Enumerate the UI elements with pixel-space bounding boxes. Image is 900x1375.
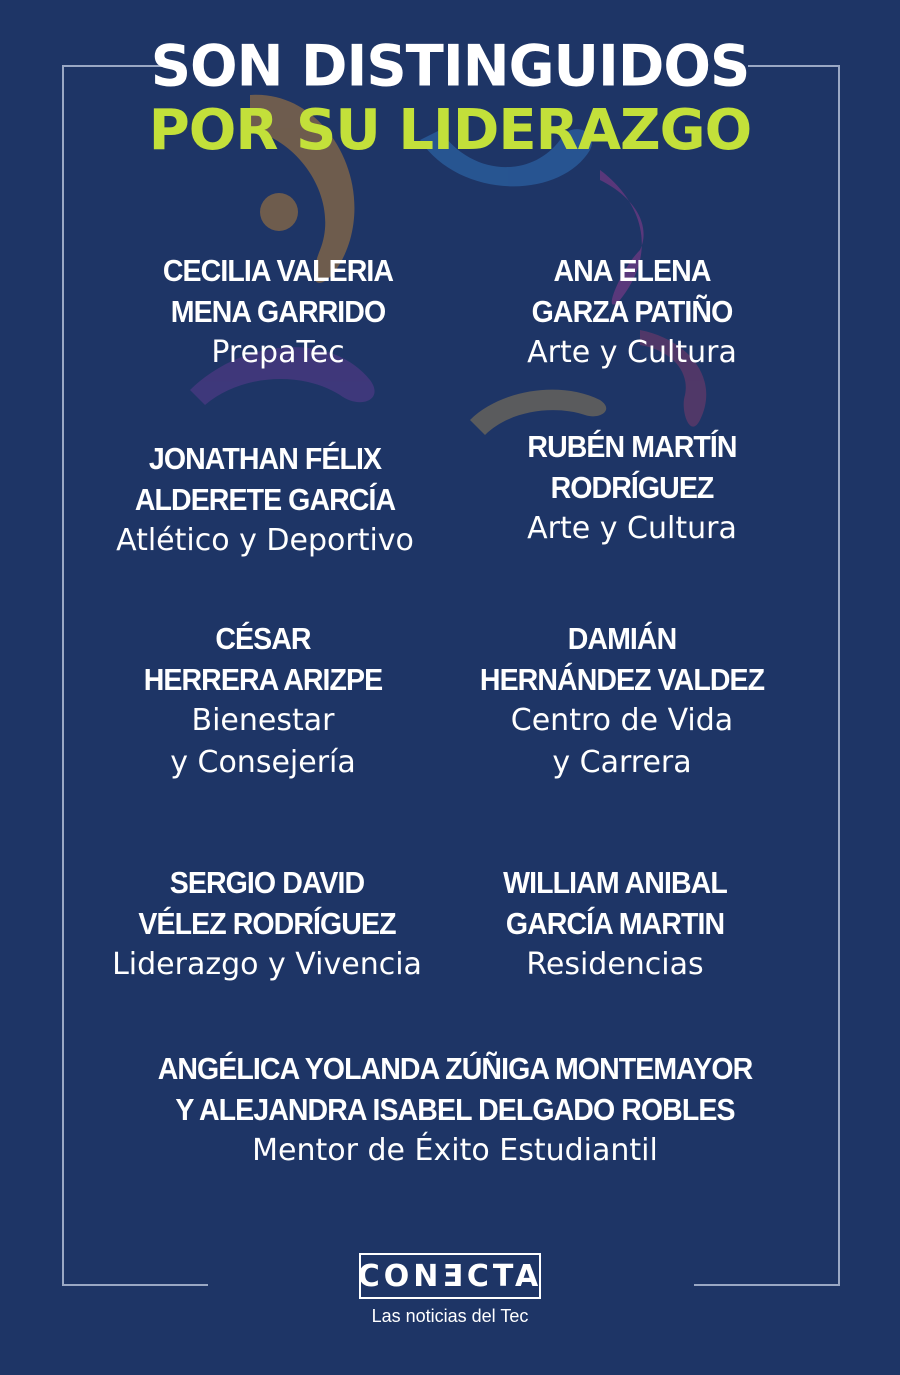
awardee-name: RUBÉN MARTÍN RODRÍGUEZ — [527, 429, 737, 505]
awardee-category: Atlético y Deportivo — [116, 523, 414, 558]
logo-tagline: Las noticias del Tec — [371, 1306, 529, 1326]
headline-line-1: SON DISTINGUIDOS — [150, 33, 750, 100]
awardee-name: JONATHAN FÉLIX ALDERETE GARCÍA — [134, 441, 396, 517]
awardee-9 — [95, 1048, 815, 1172]
awardee-category: Arte y Cultura — [527, 511, 737, 546]
awardee-category: Bienestar y Consejería — [170, 703, 356, 780]
awardee-name: DAMIÁN HERNÁNDEZ VALDEZ — [479, 621, 765, 697]
awardee-1 — [118, 250, 438, 374]
awardee-category: Centro de Vida y Carrera — [510, 703, 734, 780]
logo-wordmark: CONƎCTA — [357, 1258, 543, 1294]
awardee-category: Arte y Cultura — [527, 335, 737, 370]
awardee-name: ANGÉLICA YOLANDA ZÚÑIGA MONTEMAYOR Y ALEJANDRA ISABEL DELGADO ROBLES — [157, 1051, 753, 1127]
awardee-2 — [472, 250, 792, 374]
awardee-6 — [447, 618, 797, 784]
headline-line-2: POR SU LIDERAZGO — [148, 98, 752, 163]
awardee-5 — [103, 618, 423, 784]
awardee-4 — [472, 426, 792, 550]
awardee-name: SERGIO DAVID VÉLEZ RODRÍGUEZ — [138, 865, 396, 941]
awardee-category: Liderazgo y Vivencia — [112, 947, 422, 982]
awardee-category: Mentor de Éxito Estudiantil — [252, 1133, 658, 1168]
conecta-logo — [359, 1253, 541, 1299]
awardee-name: CECILIA VALERIA MENA GARRIDO — [162, 253, 394, 329]
awardee-7 — [92, 862, 442, 986]
awardee-category: Residencias — [526, 947, 704, 982]
awardee-name: CÉSAR HERRERA ARIZPE — [143, 621, 383, 697]
awardee-name: ANA ELENA GARZA PATIÑO — [531, 253, 733, 329]
awardee-name: WILLIAM ANIBAL GARCÍA MARTIN — [503, 865, 727, 941]
awardee-category: PrepaTec — [211, 335, 345, 370]
awardee-3 — [90, 438, 440, 562]
awardee-8 — [455, 862, 775, 986]
